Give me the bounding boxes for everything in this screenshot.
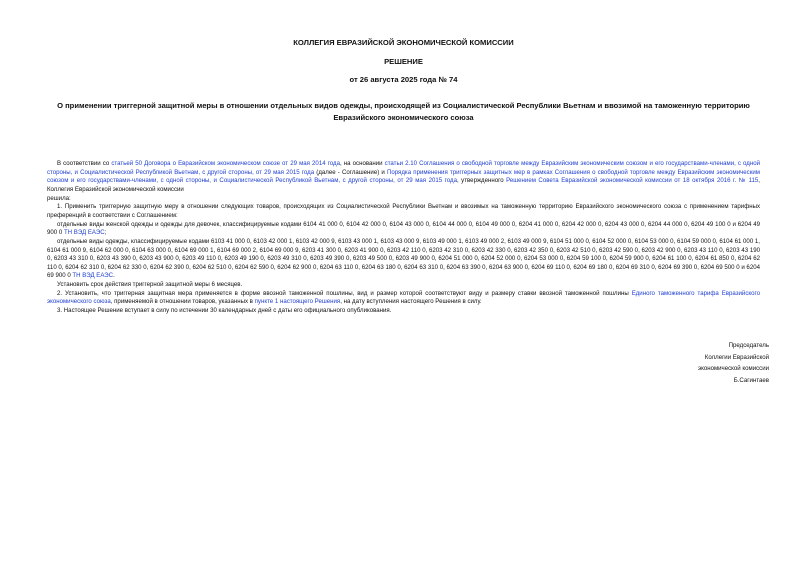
women-clothing-end: ; <box>104 229 107 237</box>
preamble-text-1: В соответствии со <box>57 160 112 168</box>
signature-line-3: экономической комиссии <box>697 365 769 373</box>
preamble-paragraph <box>47 160 760 195</box>
point-2-paragraph <box>47 290 760 307</box>
preamble-text-5: , Коллегия Евразийской экономической комиссии <box>47 177 760 194</box>
point-2-text-2: , применяемой в отношении товаров, указанных в <box>110 298 255 306</box>
preamble-text-2: , на основании <box>340 160 385 168</box>
doc-type-heading: РЕШЕНИЕ <box>384 56 423 66</box>
link-point-1[interactable]: пункте 1 настоящего Решения <box>254 298 341 306</box>
other-clothing-codes: отдельные виды одежды, классифицируемые кодами 6103 41 000 0, 6103 42 000 1, 6103 42 000 9, 6103 43 000 1, 6103 43 000 9, 6103 49 000 1, 6103 49 000 2, 6103 49 000 9, 6104 51 000 0, 6104 52 000 0, 6104 53 000 0, 6104 59 000 0, 6104 61 000 1, 6104 61 000 9, 6104 62 000 0, 6104 63 000 0, 6104 69 000 1, 6104 69 000 2, 6104 69 000 9, 6203 41 300 0, 6203 41 900 0, 6203 42 110 0, 6203 42 310 0, 6203 42 330 0, 6203 42 350 0, 6203 42 510 0, 6203 42 590 0, 6203 42 900 0, 6203 43 110 0, 6203 43 190 0, 6203 43 310 0, 6203 43 390 0, 6203 43 900 0, 6203 49 110 0, 6203 49 190 0, 6203 49 310 0, 6203 49 390 0, 6203 49 500 0, 6203 49 900 0, 6204 51 000 0, 6204 52 000 0, 6204 53 000 0, 6204 59 100 0, 6204 59 900 0, 6204 61 100 0, 6204 61 850 0, 6204 62 110 0, 6204 62 310 0, 6204 62 330 0, 6204 62 390 0, 6204 62 510 0, 6204 62 590 0, 6204 62 900 0, 6204 63 110 0, 6204 63 180 0, 6204 63 310 0, 6204 63 390 0, 6204 63 900 0, 6204 69 110 0, 6204 69 180 0, 6204 69 310 0, 6204 69 390 0, 6204 69 500 0 и 6204 69 900 0 <box>47 237 760 280</box>
other-clothing-end: . <box>113 272 115 280</box>
signature-block <box>698 340 769 386</box>
link-article-2-10[interactable]: статьи 2.10 Соглашения о свободной торговле между Евразийским экономическим союзом и его государствами-членами, с одной стороны, и Социалистической Республикой Вьетнам, с другой стороны, от 29 мая 2015 года <box>47 160 760 176</box>
resolved-line: решила: <box>47 194 71 202</box>
signature-line-1: Председатель <box>728 342 769 349</box>
point-1-text: 1. Применить триггерную защитную меру в отношении следующих товаров, происходящих из Социалистической Республики Вьетнам и ввозимых на таможенную территорию Евразийского экономического союза с применением тарифных преференций в соответствии с Соглашением: <box>47 203 760 219</box>
point-2-text-1: 2. Установить, что триггерная защитная мера применяется в форме ввозной таможенной пошлины, вид и размер которой соответствуют виду и размеру ставки ввозной таможенной пошлины <box>57 289 632 297</box>
document-title: О применении триггерной защитной меры в отношении отдельных видов одежды, происходящей из Социалистической Республики Вьетнам и ввозимой на таможенную территорию Евразийского экономического союза <box>57 101 750 122</box>
other-clothing-paragraph <box>47 238 760 281</box>
signature-line-2: Коллегии Евразийской <box>704 353 769 361</box>
point-3-paragraph: 3. Настоящее Решение вступает в силу по истечении 30 календарных дней с даты его официального опубликования. <box>57 307 392 315</box>
link-article-50[interactable]: статьей 50 Договора о Евразийском экономическом союзе от 29 мая 2014 года <box>111 160 340 168</box>
point-2-text-3: , на дату вступления настоящего Решения в силу. <box>340 298 482 306</box>
date-number-heading: от 26 августа 2025 года № 74 <box>349 74 458 84</box>
preamble-text-3: (далее - Соглашение) и <box>314 168 387 176</box>
document-body <box>47 160 760 316</box>
women-clothing-codes: отдельные виды женской одежды и одежды для девочек, классифицируемые кодами 6104 41 000 0, 6104 42 000 0, 6104 43 000 0, 6104 44 000 0, 6104 49 000 0, 6204 41 000 0, 6204 42 000 0, 6204 43 000 0, 6204 44 000 0, 6204 49 100 0 и 6204 49 900 0 <box>47 220 760 237</box>
preamble-text-4: , утвержденного <box>456 177 507 185</box>
link-procedure[interactable]: Порядка применения триггерных защитных мер в рамках Соглашения о свободной торговле между Евразийским экономическим союзом и его государствами-членами, с одной стороны, и Социалистической Республикой Вьетнам, с другой стороны, от 29 мая 2015 года <box>47 168 760 185</box>
link-tn-ved-2[interactable]: ТН ВЭД ЕАЭС <box>72 272 114 280</box>
women-clothing-paragraph <box>47 221 760 238</box>
link-customs-tariff[interactable]: Единого таможенного тарифа Евразийского экономического союза <box>47 289 760 306</box>
signature-name: Б.Сагинтаев <box>733 376 769 384</box>
term-paragraph: Установить срок действия триггерной защитной меры 6 месяцев. <box>57 281 243 289</box>
link-council-decision[interactable]: Решением Совета Евразийской экономической комиссии от 18 октября 2016 г. № 115 <box>506 177 759 185</box>
org-heading: КОЛЛЕГИЯ ЕВРАЗИЙСКОЙ ЭКОНОМИЧЕСКОЙ КОМИССИИ <box>293 38 514 47</box>
link-tn-ved-1[interactable]: ТН ВЭД ЕАЭС <box>63 229 105 237</box>
